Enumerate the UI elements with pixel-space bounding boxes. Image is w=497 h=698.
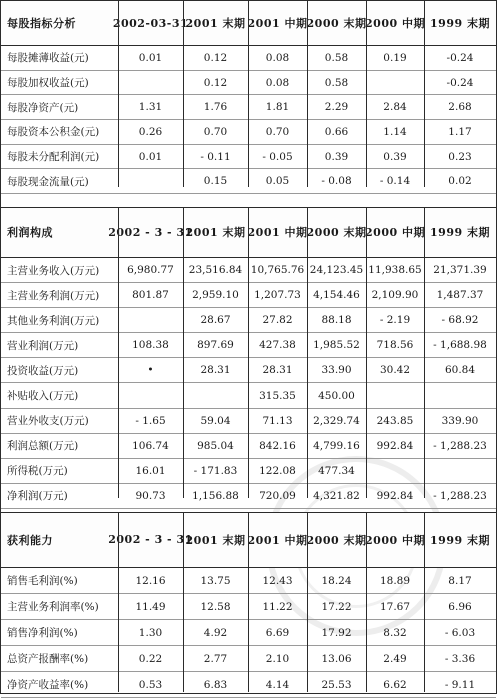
table-cell: - 171.83 — [193, 464, 238, 477]
table-cell: 88.18 — [321, 314, 352, 327]
row-label: 每股现金流量(元) — [7, 175, 89, 188]
column-header: 2002 - 3 - 31 — [108, 533, 193, 546]
section-title: 每股指标分析 — [7, 17, 76, 30]
section-divider — [1, 512, 496, 513]
table-cell: 90.73 — [135, 489, 166, 502]
table-cell: 10,765.76 — [250, 264, 305, 277]
table-cell: 0.58 — [324, 51, 349, 64]
table-cell: 2,329.74 — [313, 414, 360, 427]
table-cell: 718.56 — [376, 339, 414, 352]
table-cell: 11,938.65 — [368, 264, 422, 277]
column-divider — [248, 512, 249, 692]
table-cell: 0.12 — [203, 76, 228, 89]
table-cell: 1,207.73 — [254, 289, 301, 302]
table-cell: 8.32 — [383, 626, 407, 639]
table-cell: 12.16 — [135, 574, 166, 587]
table-cell: 2,109.90 — [371, 289, 419, 302]
column-header: 2001 末期 — [185, 226, 246, 239]
table-cell: 0.58 — [324, 76, 349, 89]
row-label: 营业利润(万元) — [7, 339, 79, 352]
table-cell: - 3.36 — [444, 652, 476, 665]
table-cell: 243.85 — [376, 414, 414, 427]
table-cell: 801.87 — [132, 289, 169, 302]
section-title: 获利能力 — [7, 533, 53, 547]
row-label: 其他业务利润(万元) — [7, 314, 100, 327]
column-header: 2000 中期 — [365, 226, 425, 239]
table-cell: 4,321.82 — [313, 489, 360, 502]
table-cell: - 1,288.23 — [433, 489, 487, 502]
table-cell: 17.67 — [379, 600, 411, 613]
table-cell: - 68.92 — [441, 314, 479, 327]
column-divider — [118, 207, 119, 498]
table-cell: 2.49 — [383, 652, 407, 665]
table-cell: - 0.08 — [321, 175, 352, 188]
table-cell: 0.01 — [138, 150, 163, 163]
table-cell: 11.22 — [262, 600, 293, 613]
table-cell: 25.53 — [321, 678, 352, 691]
column-header: 2000 末期 — [306, 17, 367, 30]
table-cell: - 0.05 — [262, 150, 293, 163]
table-cell: -0.24 — [446, 76, 474, 89]
table-cell: 6,980.77 — [127, 264, 174, 277]
table-cell: 1.31 — [138, 101, 163, 114]
column-header: 2000 末期 — [306, 533, 367, 547]
column-header: 1999 末期 — [430, 533, 490, 547]
table-cell: 1.14 — [383, 125, 407, 138]
column-divider — [307, 207, 308, 498]
table-cell: 0.01 — [138, 51, 163, 64]
table-cell: - 2.19 — [379, 314, 411, 327]
table-cell: - 9.11 — [444, 678, 476, 691]
table-cell: 0.53 — [138, 678, 163, 691]
table-cell: 0.15 — [203, 175, 228, 188]
table-cell: 16.01 — [135, 464, 166, 477]
table-cell: 6.62 — [383, 678, 407, 691]
table-cell: 30.42 — [379, 364, 411, 377]
table-cell: 1.30 — [138, 626, 163, 639]
row-label: 主营业务收入(万元) — [7, 264, 100, 277]
table-cell: 0.12 — [203, 51, 228, 64]
column-divider — [424, 512, 425, 692]
table-cell: 2.84 — [383, 101, 407, 114]
table-cell: 2,959.10 — [192, 289, 239, 302]
table-cell — [118, 169, 183, 193]
table-cell: 6.96 — [448, 600, 472, 613]
table-cell: 17.92 — [321, 626, 352, 639]
table-cell — [366, 459, 424, 483]
table-cell: 992.84 — [376, 439, 414, 452]
table-cell: 12.58 — [200, 600, 231, 613]
table-cell: 13.06 — [321, 652, 352, 665]
table-cell: 450.00 — [318, 389, 355, 402]
table-cell: 18.89 — [379, 574, 411, 587]
table-cell: 0.66 — [324, 125, 349, 138]
table-cell: 720.09 — [259, 489, 296, 502]
row-label: 投资收益(万元) — [7, 364, 79, 377]
column-divider — [183, 207, 184, 498]
row-label: 每股净资产(元) — [7, 101, 79, 114]
table-cell: 23,516.84 — [188, 264, 243, 277]
column-header: 2002-03-31 — [112, 16, 189, 30]
table-cell: 108.38 — [132, 339, 169, 352]
column-divider — [118, 1, 119, 187]
column-header: 2001 末期 — [185, 17, 246, 30]
table-cell: - 1,288.23 — [433, 439, 487, 452]
table-cell: 4.14 — [265, 678, 290, 691]
table-cell: - 0.11 — [200, 150, 231, 163]
table-cell: - 1,688.98 — [433, 339, 487, 352]
table-cell: 17.22 — [321, 600, 352, 613]
row-label: 补贴收入(万元) — [7, 390, 79, 403]
table-cell: 1,487.37 — [436, 289, 484, 302]
table-cell: 24,123.45 — [309, 264, 364, 277]
table-cell: 0.22 — [138, 652, 163, 665]
column-divider — [118, 512, 119, 692]
column-divider — [366, 1, 367, 187]
table-cell: 11.49 — [135, 600, 166, 613]
column-header: 2000 末期 — [306, 226, 367, 239]
table-cell: 4.92 — [203, 626, 228, 639]
table-cell: 0.70 — [265, 125, 290, 138]
table-cell: 1.76 — [203, 101, 228, 114]
table-cell — [366, 71, 424, 95]
table-cell: 0.39 — [383, 150, 407, 163]
table-cell: 0.05 — [265, 175, 290, 188]
column-header: 2001 末期 — [185, 533, 246, 547]
table-cell: 315.35 — [259, 389, 296, 402]
table-cell: 427.38 — [259, 339, 296, 352]
table-cell: 2.77 — [203, 652, 228, 665]
column-divider — [424, 207, 425, 498]
table-cell: 6.83 — [203, 678, 228, 691]
table-cell: 13.75 — [200, 574, 231, 587]
column-header: 2001 中期 — [247, 17, 308, 30]
table-cell: 60.84 — [444, 364, 476, 377]
row-label: 每股未分配利润(元) — [7, 151, 100, 164]
table-cell: -0.24 — [446, 51, 474, 64]
column-divider — [248, 207, 249, 498]
row-label: 主营业务利润率(%) — [7, 601, 99, 613]
column-header: 2002 - 3 - 31 — [108, 225, 193, 239]
row-label: 营业外收支(万元) — [7, 415, 89, 428]
table-cell — [118, 308, 183, 332]
row-label: 所得税(万元) — [7, 465, 68, 478]
column-divider — [366, 207, 367, 498]
table-cell: - 0.14 — [379, 175, 411, 188]
row-label: 净利润(万元) — [7, 490, 68, 503]
table-cell: • — [147, 364, 154, 377]
column-divider — [183, 512, 184, 692]
table-cell: 339.90 — [441, 414, 479, 427]
column-header: 2001 中期 — [247, 533, 308, 547]
column-divider — [307, 1, 308, 187]
table-cell: 106.74 — [132, 439, 169, 452]
table-cell: 0.08 — [265, 51, 290, 64]
row-label: 销售净利润(%) — [7, 627, 78, 639]
table-cell: 4,154.46 — [313, 289, 360, 302]
table-cell: 897.69 — [197, 339, 234, 352]
column-header: 1999 末期 — [430, 17, 490, 30]
table-cell: 2.29 — [324, 101, 349, 114]
table-cell: 0.39 — [324, 150, 349, 163]
table-cell: 28.67 — [200, 314, 231, 327]
table-cell: 1.17 — [448, 125, 472, 138]
table-cell: 33.90 — [321, 364, 352, 377]
section-profit — [1, 207, 496, 509]
table-cell: 2.10 — [265, 652, 290, 665]
row-label: 销售毛利润(%) — [7, 575, 78, 587]
column-header: 2000 中期 — [365, 17, 425, 30]
table-cell: 2.68 — [448, 101, 472, 114]
table-cell: 8.17 — [448, 574, 472, 587]
table-cell: 1,985.52 — [313, 339, 360, 352]
column-header: 2001 中期 — [247, 226, 308, 239]
row-label: 利润总额(万元) — [7, 440, 79, 453]
table-cell: 122.08 — [259, 464, 296, 477]
table-cell — [424, 459, 496, 483]
column-divider — [307, 512, 308, 692]
table-cell: 18.24 — [321, 574, 352, 587]
section-ability — [1, 512, 496, 698]
table-cell: 71.13 — [262, 414, 293, 427]
table-cell: 477.34 — [318, 464, 355, 477]
table-cell: 0.02 — [448, 175, 472, 188]
table-cell: 4,799.16 — [313, 439, 360, 452]
column-divider — [183, 1, 184, 187]
table-cell: 985.04 — [197, 439, 234, 452]
table-cell — [118, 383, 183, 407]
column-header: 1999 末期 — [430, 226, 490, 239]
table-cell: 27.82 — [262, 314, 293, 327]
table-cell: - 6.03 — [444, 626, 476, 639]
section-title: 利润构成 — [7, 226, 53, 239]
table-cell: 12.43 — [262, 574, 293, 587]
table-cell: 28.31 — [200, 364, 231, 377]
row-label: 每股资本公积金(元) — [7, 126, 100, 139]
table-cell: 0.19 — [383, 51, 407, 64]
table-cell: - 1.65 — [135, 414, 166, 427]
row-label: 净资产收益率(%) — [7, 679, 89, 691]
table-cell: 0.23 — [448, 150, 472, 163]
row-label: 主营业务利润(万元) — [7, 289, 100, 302]
table-cell: 59.04 — [200, 414, 231, 427]
table-cell — [118, 71, 183, 95]
section-per-share — [1, 1, 496, 194]
table-cell: 1.81 — [265, 101, 290, 114]
table-cell: 21,371.39 — [433, 264, 487, 277]
table-cell: 0.08 — [265, 76, 290, 89]
table-cell: 992.84 — [376, 489, 414, 502]
table-cell: 28.31 — [262, 364, 293, 377]
table-cell — [183, 383, 248, 407]
column-header: 2000 中期 — [365, 533, 425, 547]
table-cell: 0.26 — [138, 125, 163, 138]
table-cell — [424, 383, 496, 407]
row-label: 总资产报酬率(%) — [7, 653, 89, 665]
table-cell: 0.70 — [203, 125, 228, 138]
section-divider — [1, 207, 496, 208]
row-label: 每股加权收益(元) — [7, 77, 89, 90]
table-cell — [366, 383, 424, 407]
column-divider — [424, 1, 425, 187]
column-divider — [248, 1, 249, 187]
table-cell: 1,156.88 — [192, 489, 239, 502]
table-cell: 842.16 — [259, 439, 296, 452]
row-label: 每股摊薄收益(元) — [7, 52, 89, 65]
column-divider — [366, 512, 367, 692]
table-cell: 6.69 — [265, 626, 290, 639]
